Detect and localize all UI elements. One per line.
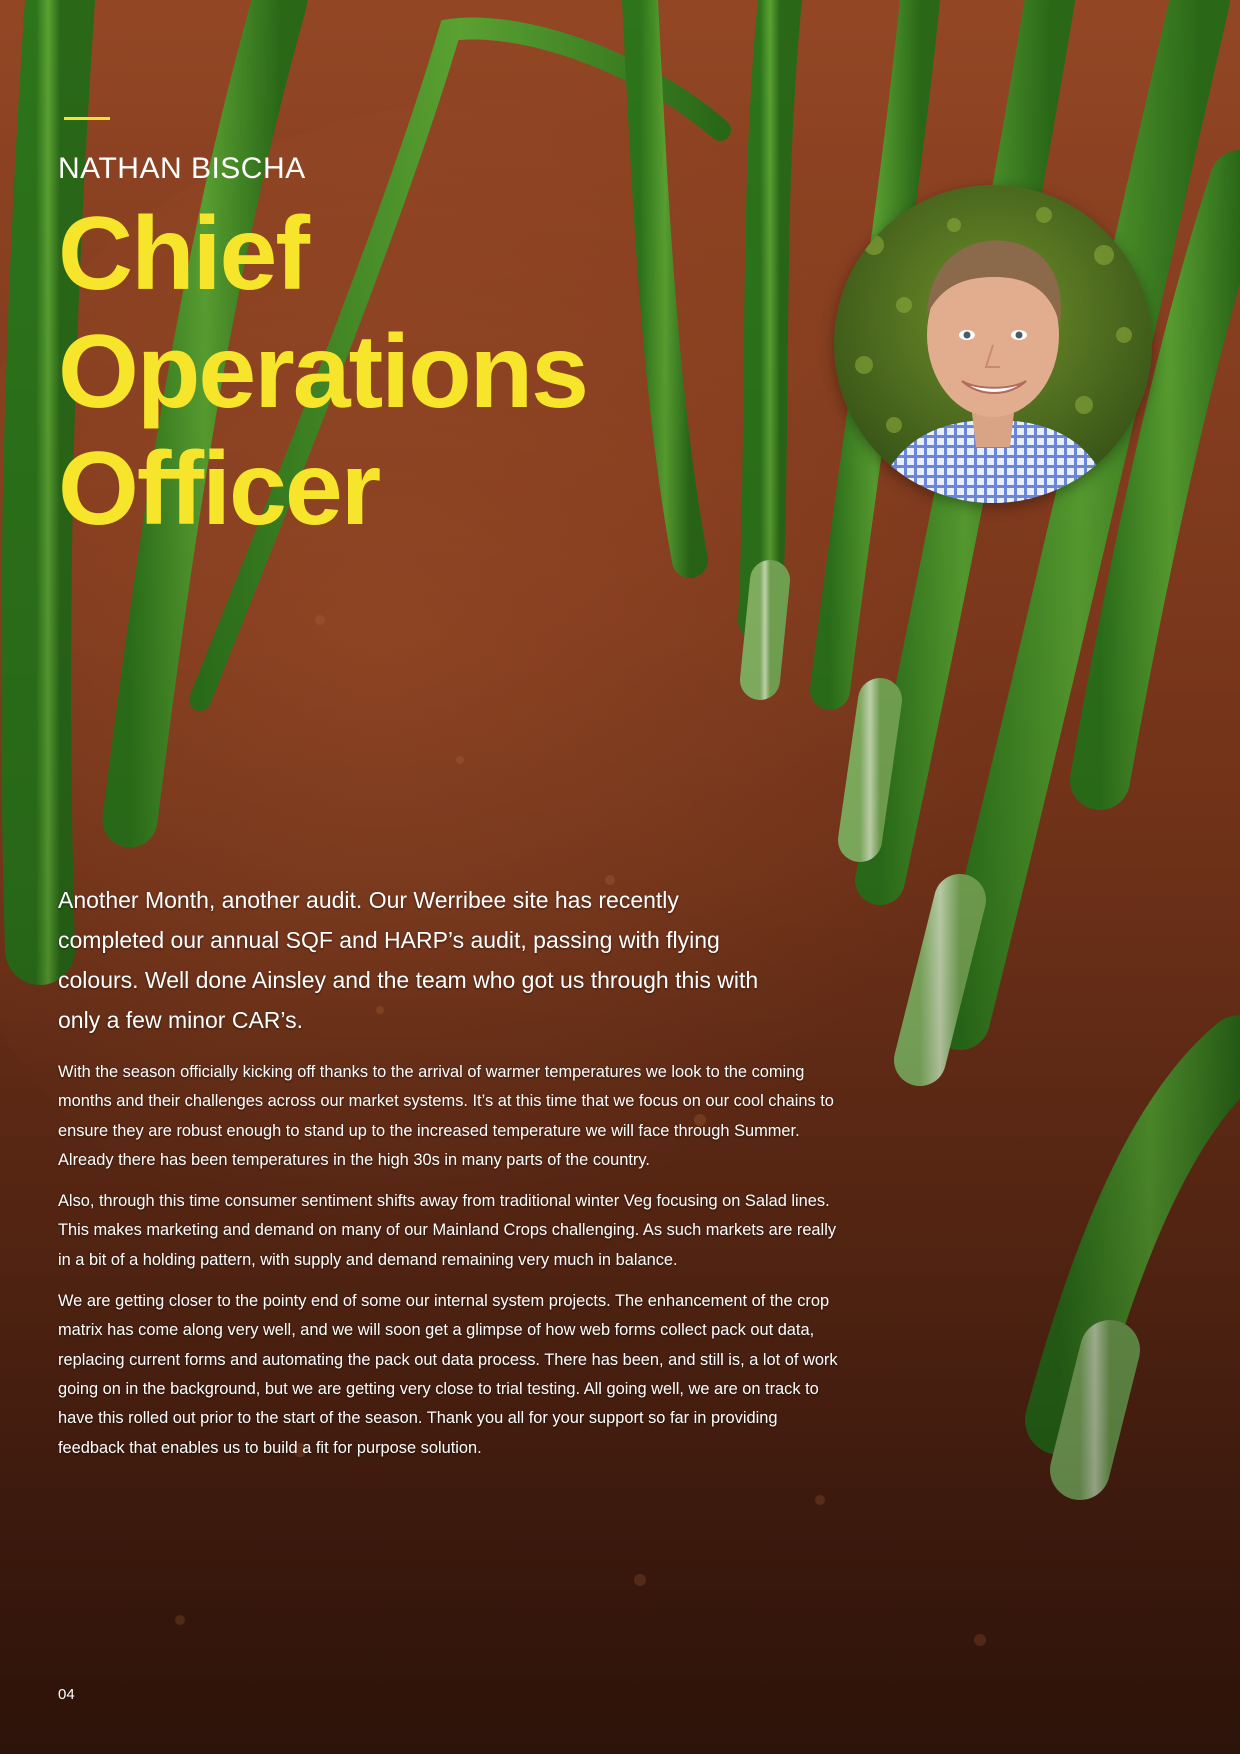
title-line: Chief [58, 196, 308, 312]
accent-rule [64, 117, 110, 120]
author-name: NATHAN BISCHA [58, 152, 306, 185]
body-paragraph: Also, through this time consumer sentiment shifts away from traditional winter Veg focusing on Salad lines. This makes marketing and demand on many of our Mainland Crops challenging. As such markets are really in a bit of a holding pattern, with supply and demand remaining very much in balance. [58, 1192, 837, 1269]
body-paragraph: We are getting closer to the pointy end of some our internal system projects. The enhancement of the crop matrix has come along very well, and we will soon get a glimpse of how web forms collect pack out data, replacing current forms and automating the pack out data process. There has been, and still is, a lot of work going on in the background, but we are getting very close to trial testing. All going well, we are on track to have this rolled out prior to the start of the season. Thank you all for your support so far in providing feedback that enables us to build a fit for purpose solution. [58, 1292, 838, 1457]
page-number: 04 [58, 1686, 75, 1703]
body-paragraph: With the season officially kicking off thanks to the arrival of warmer temperatures we look to the coming months and their challenges across our market systems. It’s at this time that we focus on our cool chains to ensure they are robust enough to stand up to the increased temperature we will face through Summer. Already there has been temperatures in the high 30s in many parts of the country. [58, 1063, 834, 1169]
page-title [58, 196, 587, 549]
author-portrait [834, 185, 1152, 503]
lead-paragraph: Another Month, another audit. Our Werribee site has recently completed our annual SQF and HARP’s audit, passing with flying colours. Well done Ainsley and the team who got us through this with only a few minor CAR’s. [58, 887, 759, 1033]
portrait-photo [834, 185, 1152, 503]
title-line: Officer [58, 431, 380, 548]
article-body [58, 1058, 848, 1475]
title-line: Operations [58, 313, 587, 430]
